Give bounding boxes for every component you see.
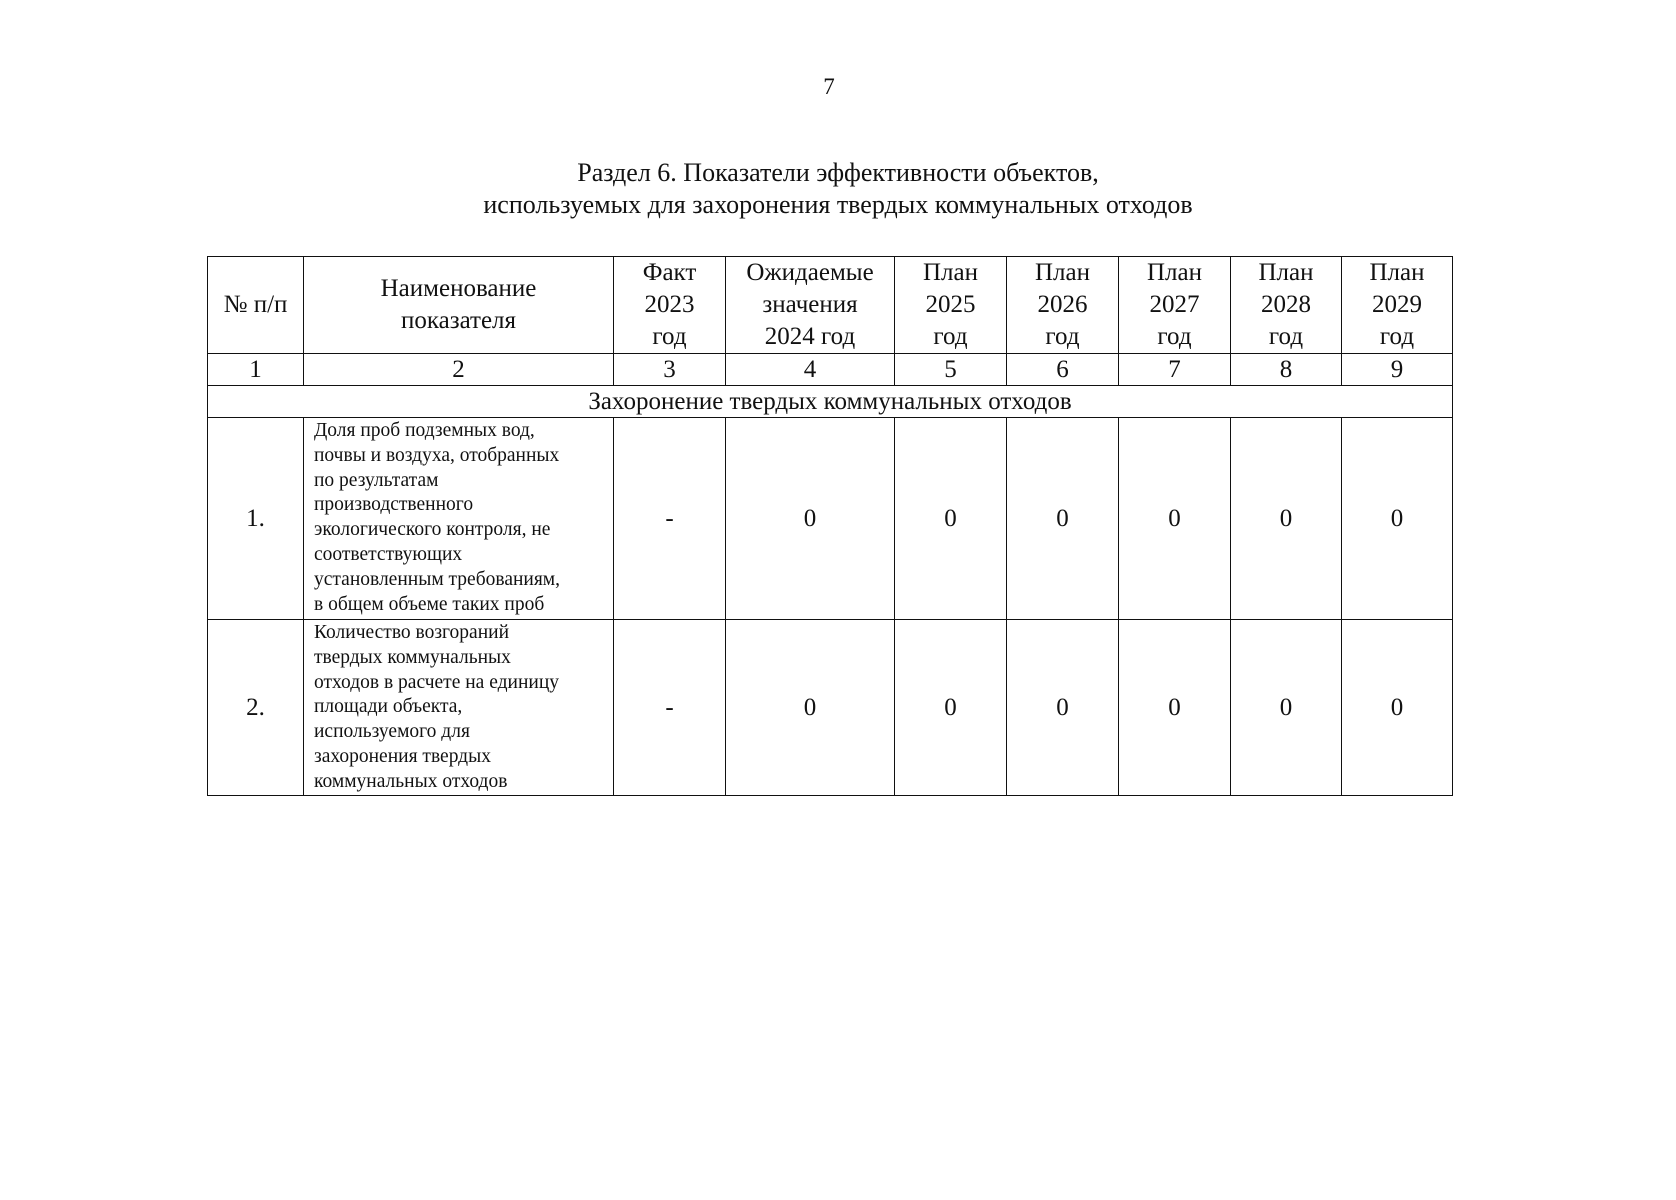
column-number: 3: [614, 354, 726, 386]
header-cell-2: Наименование показателя: [304, 257, 614, 354]
page-number: 7: [823, 74, 835, 99]
title-line-1: Раздел 6. Показатели эффективности объектов,: [577, 158, 1099, 187]
column-number: 7: [1119, 354, 1231, 386]
value-cell: 0: [895, 418, 1007, 620]
column-number: 2: [304, 354, 614, 386]
value-cell: 0: [1342, 418, 1453, 620]
column-number: 1: [208, 354, 304, 386]
header-cell-6: План 2026 год: [1007, 257, 1119, 354]
column-number-row: [208, 354, 1453, 386]
value-cell: -: [614, 418, 726, 620]
section-row: [208, 386, 1453, 418]
indicators-table: [207, 256, 1453, 796]
header-cell-4: Ожидаемые значения 2024 год: [726, 257, 895, 354]
column-number: 9: [1342, 354, 1453, 386]
table-row: [208, 418, 1453, 620]
value-cell: 0: [1119, 620, 1231, 796]
row-number: 1.: [208, 418, 304, 620]
indicator-name: Количество возгораний твердых коммунальных отходов в расчете на единицу площади объекта, используемого для захоронения твердых коммунальных отходов: [304, 620, 614, 796]
value-cell: 0: [726, 620, 895, 796]
value-cell: 0: [1119, 418, 1231, 620]
title-line-2: используемых для захоронения твердых коммунальных отходов: [483, 190, 1193, 219]
column-number: 4: [726, 354, 895, 386]
value-cell: 0: [726, 418, 895, 620]
value-cell: 0: [1007, 620, 1119, 796]
header-cell-5: План 2025 год: [895, 257, 1007, 354]
row-number: 2.: [208, 620, 304, 796]
column-number: 5: [895, 354, 1007, 386]
header-row: [208, 257, 1453, 354]
value-cell: 0: [1231, 620, 1342, 796]
section-heading: Захоронение твердых коммунальных отходов: [208, 386, 1453, 418]
value-cell: 0: [1231, 418, 1342, 620]
value-cell: 0: [1342, 620, 1453, 796]
section-title: [0, 157, 1676, 221]
table-row: [208, 620, 1453, 796]
header-cell-7: План 2027 год: [1119, 257, 1231, 354]
value-cell: 0: [1007, 418, 1119, 620]
header-cell-9: План 2029 год: [1342, 257, 1453, 354]
indicator-name: Доля проб подземных вод, почвы и воздуха, отобранных по результатам производственного экологического контроля, не соответствующих установленным требованиям, в общем объеме таких проб: [304, 418, 614, 620]
value-cell: 0: [895, 620, 1007, 796]
header-cell-3: Факт 2023 год: [614, 257, 726, 354]
header-cell-1: № п/п: [208, 257, 304, 354]
column-number: 6: [1007, 354, 1119, 386]
header-cell-8: План 2028 год: [1231, 257, 1342, 354]
value-cell: -: [614, 620, 726, 796]
column-number: 8: [1231, 354, 1342, 386]
